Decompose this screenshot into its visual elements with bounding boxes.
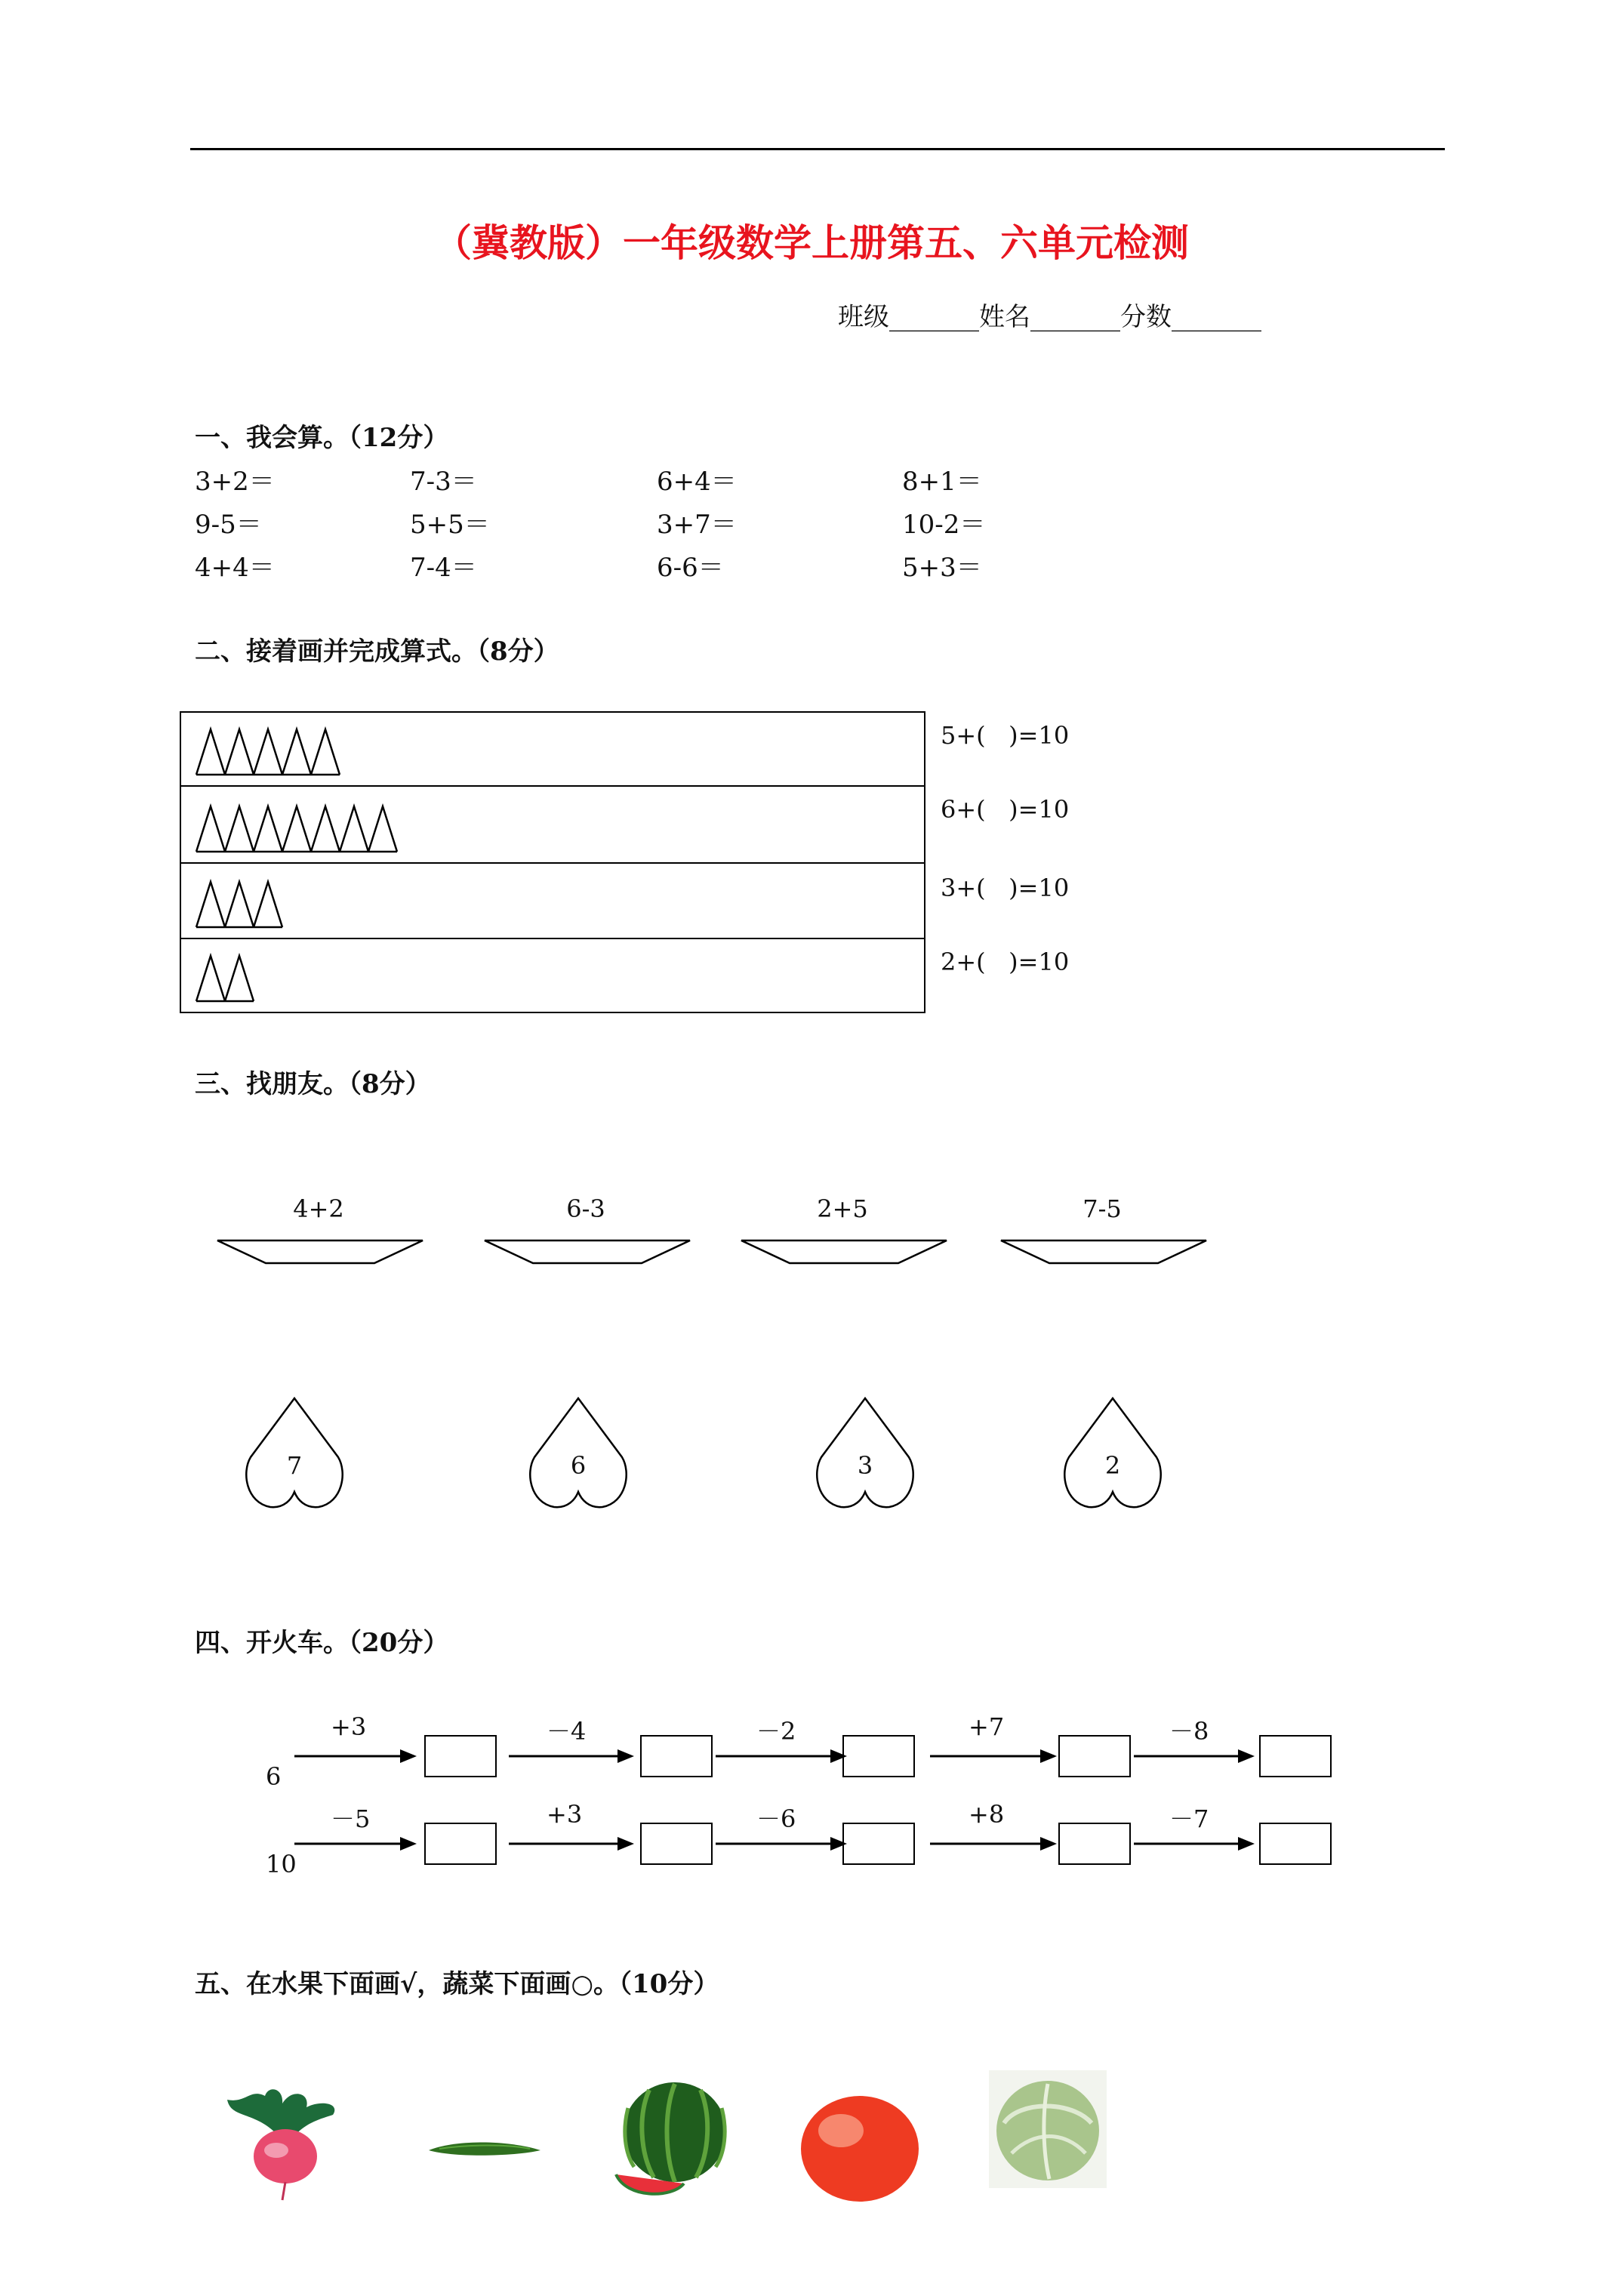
heart-number: 7 <box>286 1451 303 1480</box>
triangle-table <box>180 711 925 1013</box>
plate-icon[interactable] <box>999 1238 1208 1265</box>
train-operation: +7 <box>969 1712 1005 1741</box>
triangle-mark <box>254 729 282 775</box>
triangle-mark <box>196 956 225 1001</box>
triangle-mark <box>282 729 311 775</box>
answer-box[interactable] <box>1058 1823 1131 1865</box>
fill-equation[interactable]: 3+( )=10 <box>941 874 1070 902</box>
answer-box[interactable] <box>842 1823 915 1865</box>
arrow-right-icon <box>1134 1835 1258 1853</box>
calc-problem[interactable]: 4+4＝ <box>195 553 275 583</box>
train-operation: －5 <box>331 1804 371 1833</box>
arrow-right-icon <box>294 1747 420 1765</box>
peach-icon <box>796 2091 924 2205</box>
page-title: （冀教版）一年级数学上册第五、六单元检测 <box>434 221 1189 265</box>
plate-expression: 7-5 <box>1083 1194 1122 1223</box>
score-label: 分数 <box>1120 302 1172 332</box>
calc-problem[interactable]: 5+3＝ <box>902 553 982 583</box>
class-label: 班级 <box>838 302 889 332</box>
answer-box[interactable] <box>1058 1735 1131 1777</box>
triangle-mark <box>282 806 311 852</box>
train-operation: －2 <box>756 1717 796 1746</box>
calc-problem[interactable]: 6+4＝ <box>657 467 737 497</box>
calc-problem[interactable]: 6-6＝ <box>657 553 724 583</box>
triangle-mark <box>311 806 340 852</box>
section4-heading: 四、开火车。（20分） <box>195 1628 449 1658</box>
triangle-mark <box>196 806 225 852</box>
answer-box[interactable] <box>640 1735 713 1777</box>
heart-number: 3 <box>857 1451 873 1480</box>
triangle-mark <box>225 882 254 927</box>
train-operation: －6 <box>756 1804 796 1833</box>
triangle-mark <box>311 729 340 775</box>
train-operation: －8 <box>1169 1717 1209 1746</box>
triangle-row[interactable] <box>181 939 924 1013</box>
calc-problem[interactable]: 3+2＝ <box>195 467 275 497</box>
triangles-icon <box>181 939 287 1013</box>
section1-heading: 一、我会算。（12分） <box>195 423 449 453</box>
arrow-right-icon <box>930 1835 1060 1853</box>
train-start-number: 10 <box>266 1850 297 1878</box>
triangles-icon <box>181 713 373 787</box>
arrow-right-icon <box>509 1835 637 1853</box>
arrow-right-icon <box>716 1835 850 1853</box>
triangle-row[interactable] <box>181 713 924 787</box>
triangles-icon <box>181 787 430 864</box>
calc-problem[interactable]: 7-4＝ <box>410 553 477 583</box>
answer-box[interactable] <box>842 1735 915 1777</box>
train-operation: －4 <box>547 1717 587 1746</box>
answer-box[interactable] <box>424 1823 497 1865</box>
triangle-row[interactable] <box>181 864 924 939</box>
arrow-right-icon <box>294 1835 420 1853</box>
cabbage-icon <box>989 2070 1107 2188</box>
heart-number: 6 <box>570 1451 587 1480</box>
header-rule <box>190 148 1445 150</box>
calc-problem[interactable]: 10-2＝ <box>902 510 986 540</box>
score-blank[interactable]: _______ <box>1172 302 1261 332</box>
name-blank[interactable]: _______ <box>1030 302 1120 332</box>
triangles-icon <box>181 864 316 939</box>
plate-expression: 6-3 <box>566 1194 605 1223</box>
name-label: 姓名 <box>979 302 1030 332</box>
calc-problem[interactable]: 7-3＝ <box>410 467 477 497</box>
plate-expression: 4+2 <box>293 1194 344 1223</box>
plate-expression: 2+5 <box>817 1194 868 1223</box>
train-start-number: 6 <box>266 1762 282 1791</box>
student-info <box>838 296 1261 333</box>
answer-box[interactable] <box>640 1823 713 1865</box>
calc-problem[interactable]: 3+7＝ <box>657 510 737 540</box>
cucumber-icon <box>424 2129 545 2167</box>
arrow-right-icon <box>716 1747 850 1765</box>
triangle-row[interactable] <box>181 787 924 864</box>
triangle-mark <box>340 806 368 852</box>
triangle-mark <box>225 956 254 1001</box>
plate-icon[interactable] <box>483 1238 691 1265</box>
class-blank[interactable]: _______ <box>889 302 979 332</box>
plate-icon[interactable] <box>740 1238 948 1265</box>
triangle-mark <box>254 806 282 852</box>
triangle-mark <box>225 729 254 775</box>
section3-heading: 三、找朋友。（8分） <box>195 1069 431 1099</box>
train-operation: +3 <box>547 1800 583 1829</box>
heart-number: 2 <box>1104 1451 1121 1480</box>
triangle-mark <box>196 729 225 775</box>
arrow-right-icon <box>509 1747 637 1765</box>
calc-problem[interactable]: 8+1＝ <box>902 467 982 497</box>
triangle-mark <box>368 806 397 852</box>
answer-box[interactable] <box>1259 1823 1332 1865</box>
answer-box[interactable] <box>1259 1735 1332 1777</box>
arrow-right-icon <box>930 1747 1060 1765</box>
watermelon-icon <box>611 2078 732 2199</box>
calc-problem[interactable]: 9-5＝ <box>195 510 262 540</box>
train-operation: －7 <box>1169 1804 1209 1833</box>
train-operation: +3 <box>331 1712 367 1741</box>
answer-box[interactable] <box>424 1735 497 1777</box>
fill-equation[interactable]: 2+( )=10 <box>941 948 1070 976</box>
section5-heading: 五、在水果下面画√，蔬菜下面画○。（10分） <box>195 1969 719 1999</box>
arrow-right-icon <box>1134 1747 1258 1765</box>
triangle-mark <box>196 882 225 927</box>
fill-equation[interactable]: 5+( )=10 <box>941 721 1070 750</box>
section2-heading: 二、接着画并完成算式。（8分） <box>195 636 559 667</box>
radish-icon <box>223 2081 344 2202</box>
fill-equation[interactable]: 6+( )=10 <box>941 795 1070 824</box>
train-operation: +8 <box>969 1800 1005 1829</box>
calc-problem[interactable]: 5+5＝ <box>410 510 490 540</box>
triangle-mark <box>254 882 282 927</box>
plate-icon[interactable] <box>216 1238 424 1265</box>
triangle-mark <box>225 806 254 852</box>
